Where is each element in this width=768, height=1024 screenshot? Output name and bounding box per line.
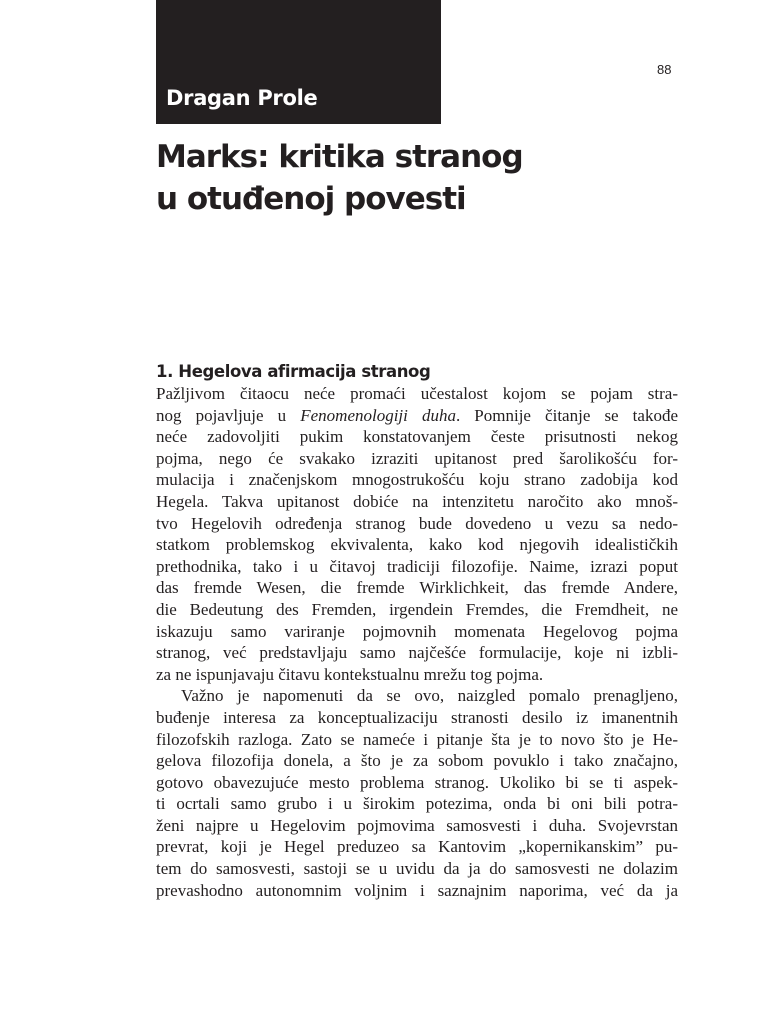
article-title-line-1: Marks: kritika stranog bbox=[156, 139, 523, 175]
article-title bbox=[156, 136, 523, 220]
body-line: neće zadovoljiti pukim konstatovanjem česte prisutnosti nekog bbox=[156, 427, 678, 447]
body-line: Hegela. Takva upitanost dobiće na intenzitetu naročito ako mnoš- bbox=[156, 491, 678, 511]
body-line: die Bedeutung des Fremden, irgendein Fremdes, die Fremdheit, ne bbox=[156, 599, 678, 619]
page-number: 88 bbox=[657, 62, 672, 77]
body-line: tvo Hegelovih određenja stranog bude dovedeno u vezu sa nedo- bbox=[156, 513, 678, 533]
body-line: mulacija i značenjskom mnogostrukošću koju strano zadobija kod bbox=[156, 470, 678, 490]
body-line: za ne ispunjavaju čitavu kontekstualnu mrežu tog pojma. bbox=[156, 664, 544, 684]
body-line: Pažljivom čitaocu neće promaći učestalost kojom se pojam stra- bbox=[156, 384, 678, 403]
body-line: tem do samosvesti, sastoji se u uvidu da ja do samosvesti ne dolazim bbox=[156, 859, 678, 879]
article-title-line-2: u otuđenoj povesti bbox=[156, 181, 466, 217]
body-line: pojma, nego će svakako izraziti upitanost pred šarolikošću for- bbox=[156, 448, 678, 468]
book-title-italic: Fenomenologiji duha bbox=[300, 405, 456, 425]
body-line: gotovo obavezujuće mesto problema stranog. Ukoliko bi se ti aspek- bbox=[156, 772, 678, 792]
body-line: prevashodno autonomnim voljnim i saznajnim naporima, već da ja bbox=[156, 880, 678, 900]
body-line: Važno je napomenuti da se ovo, naizgled pomalo prenagljeno, bbox=[181, 686, 678, 706]
body-line: prevrat, koji je Hegel preduzeo sa Kantovim „kopernikanskim” pu- bbox=[156, 837, 678, 857]
body-text bbox=[156, 383, 678, 901]
author-name: Dragan Prole bbox=[166, 86, 318, 110]
body-line: prethodnika, tako i u čitavoj tradiciji filozofije. Naime, izrazi poput bbox=[156, 556, 678, 576]
body-line: statkom problemskog ekvivalenta, kako kod njegovih idealističkih bbox=[156, 535, 678, 555]
body-line: stranog, već predstavljaju samo najčešće formulacije, koje ni izbli- bbox=[156, 643, 678, 663]
body-line: ti ocrtali samo grubo i u širokim potezima, onda bi oni bili potra- bbox=[156, 794, 678, 814]
body-line: iskazuju samo variranje pojmovnih momenata Hegelovog pojma bbox=[156, 621, 678, 641]
body-line: ženi najpre u Hegelovim pojmovima samosvesti i duha. Svojevrstan bbox=[156, 815, 678, 835]
body-line: das fremde Wesen, die fremde Wirklichkeit, das fremde Andere, bbox=[156, 578, 678, 598]
body-line-lead: nog pojavljuje u bbox=[156, 405, 301, 425]
body-line: filozofskih razloga. Zato se nameće i pitanje šta je to novo što je He- bbox=[156, 729, 678, 749]
body-line: gelova filozofija donela, a što je za sobom povuklo i tako značajno, bbox=[156, 751, 678, 771]
body-line: buđenje interesa za konceptualizaciju stranosti desilo iz imanentnih bbox=[156, 707, 678, 727]
body-line bbox=[156, 405, 678, 427]
body-line-tail: . Pomnije čitanje se takođe bbox=[455, 405, 678, 425]
author-banner bbox=[156, 0, 441, 124]
section-heading: 1. Hegelova afirmacija stranog bbox=[156, 362, 431, 381]
